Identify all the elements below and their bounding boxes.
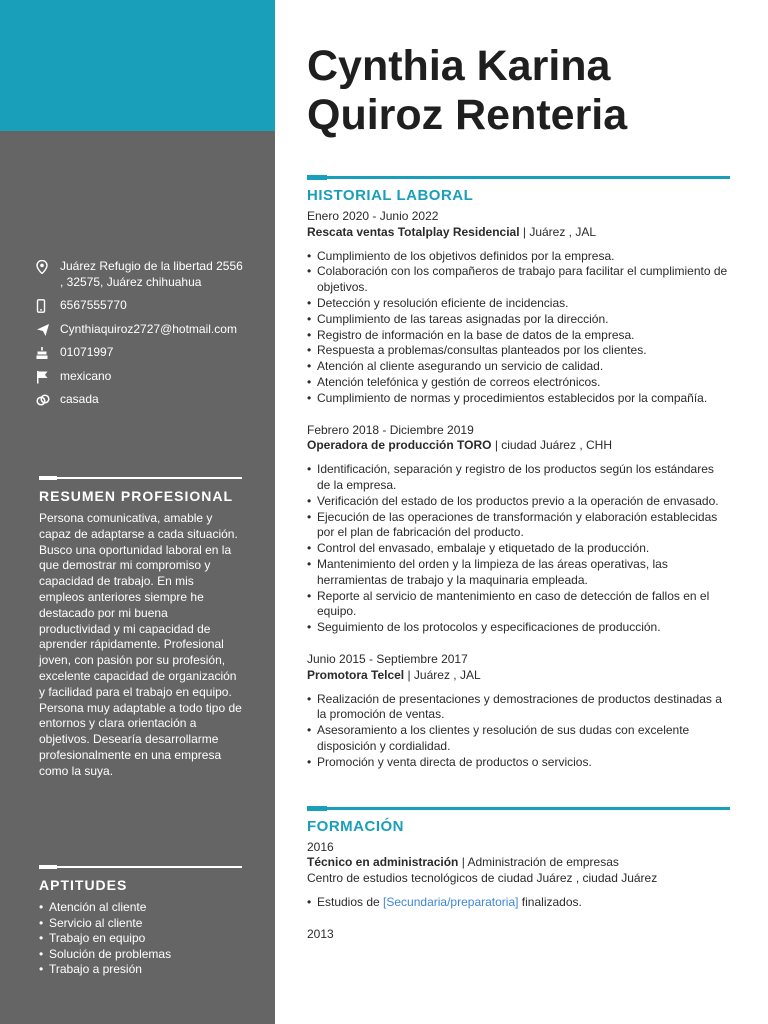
candidate-name bbox=[307, 42, 730, 140]
contact-email bbox=[36, 322, 246, 338]
education-section bbox=[307, 807, 730, 943]
degree-field: | Administración de empresas bbox=[458, 855, 619, 870]
work-history-heading: HISTORIAL LABORAL bbox=[307, 187, 474, 204]
duty-item: • Promoción y venta directa de productos o servicios. bbox=[307, 755, 730, 771]
name-line-1: Cynthia Karina bbox=[307, 42, 611, 90]
duty-item: • Colaboración con los compañeros de trabajo para facilitar el cumplimiento de objetivos. bbox=[307, 264, 730, 296]
education-entry bbox=[307, 840, 730, 911]
phone-icon bbox=[36, 298, 60, 313]
duty-item: • Detección y resolución eficiente de incidencias. bbox=[307, 296, 730, 312]
skill-item: • Trabajo a presión bbox=[39, 962, 242, 978]
contact-nationality bbox=[36, 369, 246, 385]
duty-item: • Identificación, separación y registro de los productos según los estándares de la empresa. bbox=[307, 462, 730, 494]
skill-item: • Trabajo en equipo bbox=[39, 931, 242, 947]
email-text: Cynthiaquiroz2727@hotmail.com bbox=[60, 321, 237, 336]
contact-marital-status bbox=[36, 392, 246, 408]
summary-heading: RESUMEN PROFESIONAL bbox=[39, 488, 234, 504]
job-date: Febrero 2018 - Diciembre 2019 bbox=[307, 422, 474, 437]
phone-text: 6567555770 bbox=[60, 298, 127, 312]
job-role bbox=[307, 438, 730, 454]
contact-address bbox=[36, 259, 246, 290]
summary-section bbox=[39, 477, 242, 780]
address-text: Juárez Refugio de la libertad 2556 , 32575, Juárez chihuahua bbox=[60, 259, 243, 289]
work-history-section bbox=[307, 176, 730, 771]
duty-item: • Registro de información en la base de datos de la empresa. bbox=[307, 328, 730, 344]
education-details bbox=[307, 895, 730, 911]
duty-item: • Respuesta a problemas/consultas planteados por los clientes. bbox=[307, 343, 730, 359]
duty-item: • Reporte al servicio de mantenimiento en caso de detección de fallos en el equipo. bbox=[307, 589, 730, 621]
duty-item: • Cumplimiento de los objetivos definidos por la empresa. bbox=[307, 249, 730, 265]
education-year: 2013 bbox=[307, 926, 334, 941]
sidebar-accent-block bbox=[0, 0, 275, 131]
marital-status-text: casada bbox=[60, 392, 99, 406]
education-divider bbox=[307, 807, 730, 810]
job-duties bbox=[307, 462, 730, 636]
education-heading: FORMACIÓN bbox=[307, 817, 404, 835]
summary-text: Persona comunicativa, amable y capaz de adaptarse a cada situación. Busco una oportunidad laboral en la que demostrar mi compromiso y capacidad de trabajo. En mis empleos anteriores siempre he destacado por mi buena productividad y mi capacidad de aprender rápidamente. Profesional joven, con pasión por su profesión, excelente capacidad de organización y facilidad para el trabajo en equipo. Persona muy adaptable a todo tipo de entornos y clara orientación a objetivos. Desearía desarrollarme profesionalmente en una empresa como la suya. bbox=[39, 511, 242, 778]
skills-heading: APTITUDES bbox=[39, 877, 128, 893]
duty-item: • Control del envasado, embalaje y etiquetado de la producción. bbox=[307, 541, 730, 557]
job-role bbox=[307, 668, 730, 684]
contact-phone bbox=[36, 298, 246, 314]
job-title: Promotora Telcel bbox=[307, 667, 405, 682]
job-entry bbox=[307, 423, 730, 636]
duty-item: • Ejecución de las operaciones de transformación y elaboración establecidas por el plan de fabricación del producto. bbox=[307, 510, 730, 542]
skill-item: • Atención al cliente bbox=[39, 900, 242, 916]
sidebar bbox=[0, 0, 275, 1024]
flag-icon bbox=[36, 369, 60, 384]
send-icon bbox=[36, 322, 60, 337]
nationality-text: mexicano bbox=[60, 368, 112, 383]
location-pin-icon bbox=[36, 259, 60, 274]
duty-item: • Cumplimiento de las tareas asignadas por la dirección. bbox=[307, 312, 730, 328]
duty-item: • Atención al cliente asegurando un servicio de calidad. bbox=[307, 359, 730, 375]
skills-list bbox=[39, 900, 242, 978]
work-history-divider bbox=[307, 176, 730, 179]
job-location: | Juárez , JAL bbox=[404, 667, 481, 682]
school-name: Centro de estudios tecnológicos de ciudad Juárez , ciudad Juárez bbox=[307, 871, 658, 886]
contact-list bbox=[36, 259, 246, 416]
job-date: Enero 2020 - Junio 2022 bbox=[307, 209, 439, 223]
job-title: Rescata ventas Totalplay Residencial bbox=[307, 224, 520, 239]
job-entry bbox=[307, 209, 730, 407]
contact-birthdate bbox=[36, 345, 246, 361]
education-entry bbox=[307, 927, 730, 943]
duty-item: • Mantenimiento del orden y la limpieza de las áreas operativas, las herramientas de trabajo y la maquinaria empleada. bbox=[307, 557, 730, 589]
duty-item: • Seguimiento de los protocolos y especificaciones de producción. bbox=[307, 620, 730, 636]
detail-suffix: finalizados. bbox=[518, 894, 582, 909]
rings-icon bbox=[36, 392, 60, 407]
cake-icon bbox=[36, 345, 60, 360]
degree-title: Técnico en administración bbox=[307, 855, 459, 870]
duty-item: • Atención telefónica y gestión de correos electrónicos. bbox=[307, 375, 730, 391]
job-date: Junio 2015 - Septiembre 2017 bbox=[307, 651, 468, 666]
summary-divider bbox=[39, 477, 242, 479]
education-year: 2016 bbox=[307, 839, 334, 854]
job-location: | Juárez , JAL bbox=[519, 224, 597, 239]
skill-item: • Solución de problemas bbox=[39, 947, 242, 963]
job-entry bbox=[307, 652, 730, 771]
job-location: | ciudad Juárez , CHH bbox=[491, 438, 612, 453]
education-detail-item bbox=[307, 895, 730, 911]
detail-prefix: Estudios de bbox=[317, 894, 384, 909]
main-content bbox=[307, 42, 730, 942]
education-degree-line bbox=[307, 855, 730, 871]
duty-item: • Cumplimiento de normas y procedimientos establecidos por la compañía. bbox=[307, 391, 730, 407]
job-title: Operadora de producción TORO bbox=[307, 438, 492, 453]
name-line-2: Quiroz Renteria bbox=[307, 91, 628, 139]
birthdate-text: 01071997 bbox=[60, 345, 114, 359]
skill-item: • Servicio al cliente bbox=[39, 916, 242, 932]
skills-divider bbox=[39, 866, 242, 868]
job-duties bbox=[307, 249, 730, 407]
placeholder-link[interactable]: [Secundaria/preparatoria] bbox=[383, 894, 519, 909]
job-duties bbox=[307, 692, 730, 771]
job-role bbox=[307, 225, 730, 241]
duty-item: • Asesoramiento a los clientes y resolución de sus dudas con excelente disposición y cordialidad. bbox=[307, 723, 730, 755]
duty-item: • Verificación del estado de los productos previo a la operación de envasado. bbox=[307, 494, 730, 510]
skills-section bbox=[39, 866, 242, 978]
duty-item: • Realización de presentaciones y demostraciones de productos destinadas a la promoción de ventas. bbox=[307, 692, 730, 724]
